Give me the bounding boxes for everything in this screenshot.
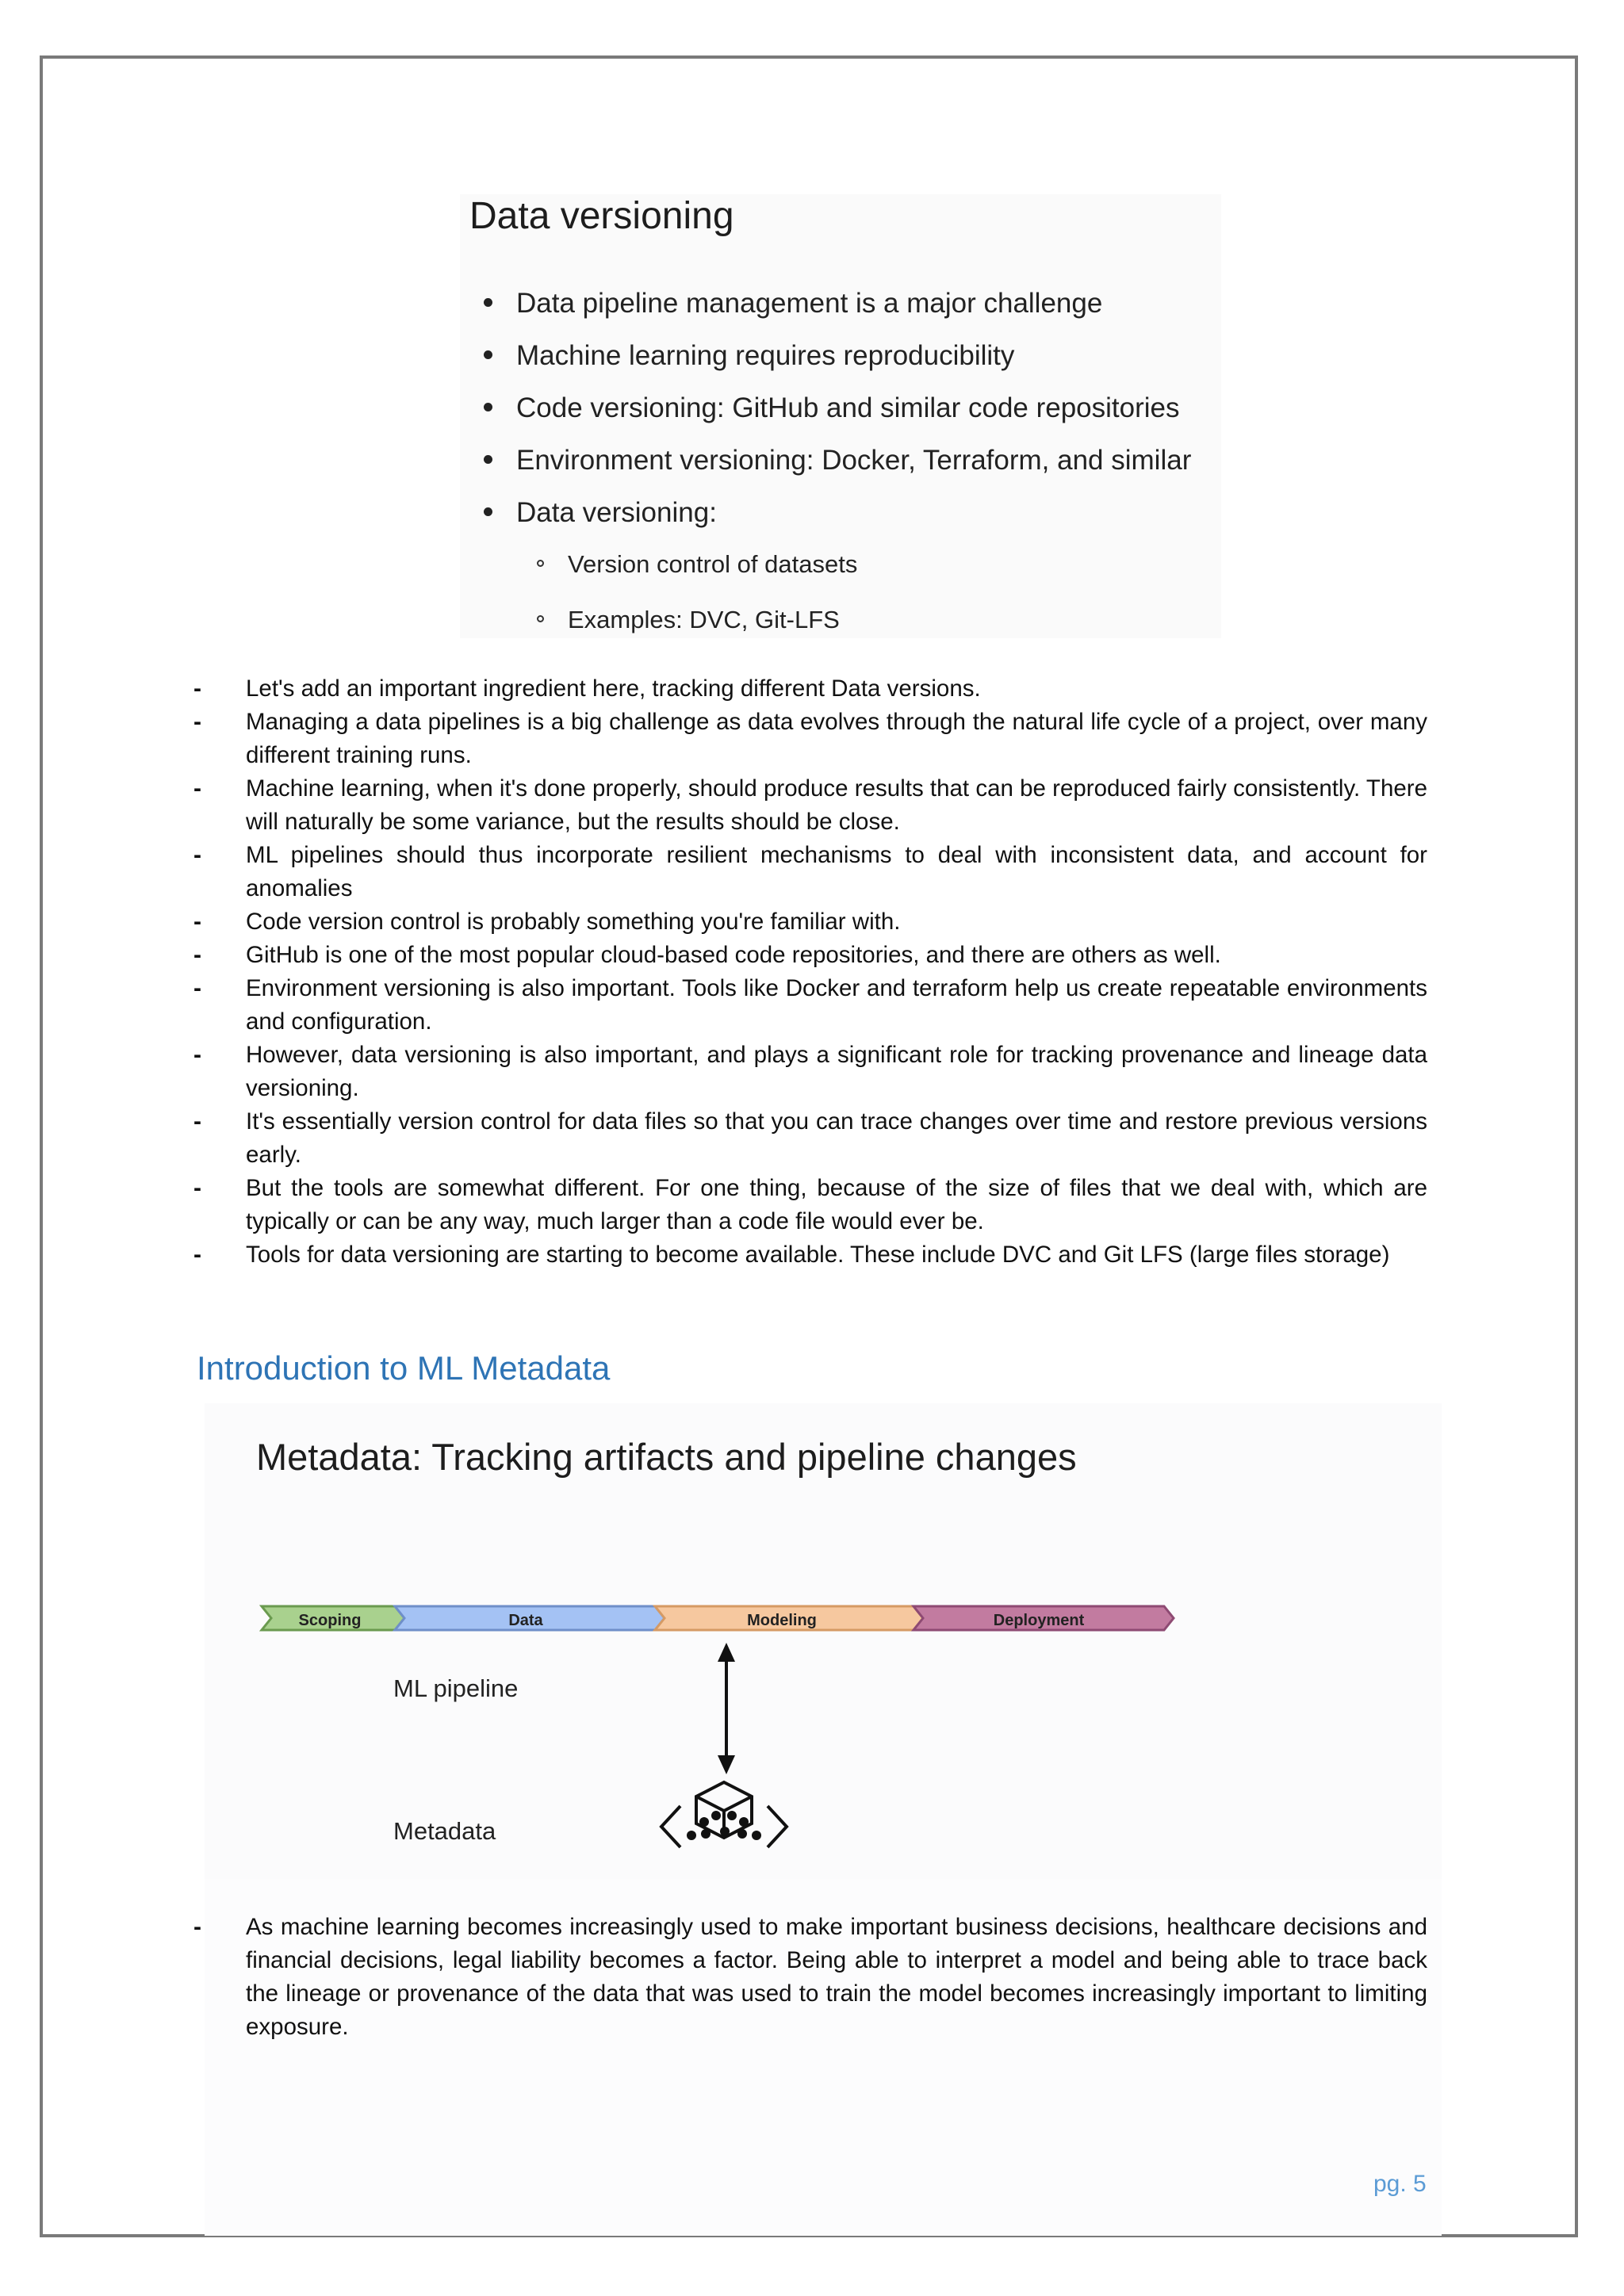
note-item: - However, data versioning is also important, and plays a significant role for tracking provenance and lineage data versioning. [193, 1042, 1427, 1101]
notes-list [190, 1911, 1427, 2044]
note-item: - Tools for data versioning are starting to become available. These include DVC and Git LFS (large files storage) [193, 1242, 1390, 1268]
slide-sub-bullet: Version control of datasets [537, 550, 857, 579]
bullet-dot-icon [484, 403, 492, 411]
slide-bullet: Data versioning: [484, 497, 717, 529]
bullet-dot-icon [484, 455, 492, 464]
page-number: pg. 5 [1373, 2171, 1427, 2197]
pipeline-diagram [205, 1403, 1442, 1879]
section-heading: Introduction to ML Metadata [197, 1349, 611, 1387]
note-item: - It's essentially version control for data files so that you can trace changes over time and restore previous versions early. [193, 1108, 1427, 1168]
note-item: - Code version control is probably something you're familiar with. [193, 909, 901, 935]
slide-bullet: Machine learning requires reproducibility [484, 340, 1014, 372]
bullet-ring-icon [537, 560, 544, 567]
stage-label: Deployment [993, 1612, 1085, 1629]
metadata-cube-icon [661, 1782, 787, 1847]
pipeline-stage-deployment [914, 1606, 1174, 1630]
slide-sub-bullet: Examples: DVC, Git-LFS [537, 606, 840, 634]
note-item: - Managing a data pipelines is a big challenge as data evolves through the natural life cycle of a project, over many different training runs. [193, 709, 1427, 768]
slide-bullet: Code versioning: GitHub and similar code repositories [484, 392, 1180, 424]
metadata-label: Metadata [393, 1817, 496, 1845]
double-arrow-icon [718, 1643, 735, 1774]
slide-bullet: Data pipeline management is a major challenge [484, 288, 1102, 320]
slide-title: Data versioning [469, 195, 734, 237]
note-item: - ML pipelines should thus incorporate resilient mechanisms to deal with inconsistent data, and account for anomalies [193, 842, 1427, 901]
note-item: - Environment versioning is also important. Tools like Docker and terraform help us create repeatable environments and configuration. [193, 975, 1427, 1035]
bullet-dot-icon [484, 298, 492, 307]
slide-metadata [205, 1403, 1442, 1879]
slide-title: Metadata: Tracking artifacts and pipeline changes [256, 1436, 1077, 1478]
bullet-dot-icon [484, 350, 492, 359]
note-item: - Let's add an important ingredient here, tracking different Data versions. [193, 675, 981, 702]
note-item: - As machine learning becomes increasingly used to make important business decisions, healthcare decisions and financial decisions, legal liability becomes a factor. Being able to interpret a model and being able to trace back the lineage or provenance of the data that was used to train the model becomes increasingly important to limiting exposure. [193, 1914, 1427, 2040]
stage-label: Modeling [747, 1612, 817, 1629]
slide-data-versioning [460, 194, 1221, 638]
note-item: - GitHub is one of the most popular cloud-based code repositories, and there are others as well. [193, 942, 1221, 968]
note-item: - Machine learning, when it's done properly, should produce results that can be reproduced fairly consistently. There will naturally be some variance, but the results should be close. [193, 775, 1427, 835]
notes-list [190, 672, 1427, 1272]
note-item: - But the tools are somewhat different. For one thing, because of the size of files that we deal with, which are typically or can be any way, much larger than a code file would ever be. [193, 1175, 1427, 1234]
slide-bullet: Environment versioning: Docker, Terraform, and similar [484, 445, 1191, 476]
pipeline-stage-data [395, 1606, 665, 1630]
bullet-ring-icon [537, 615, 544, 622]
pipeline-stage-modeling [655, 1606, 923, 1630]
stage-label: Scoping [298, 1612, 362, 1629]
bullet-dot-icon [484, 507, 492, 516]
ml-pipeline-label: ML pipeline [393, 1674, 519, 1702]
pipeline-stage-scoping [262, 1606, 404, 1630]
stage-label: Data [508, 1612, 543, 1629]
